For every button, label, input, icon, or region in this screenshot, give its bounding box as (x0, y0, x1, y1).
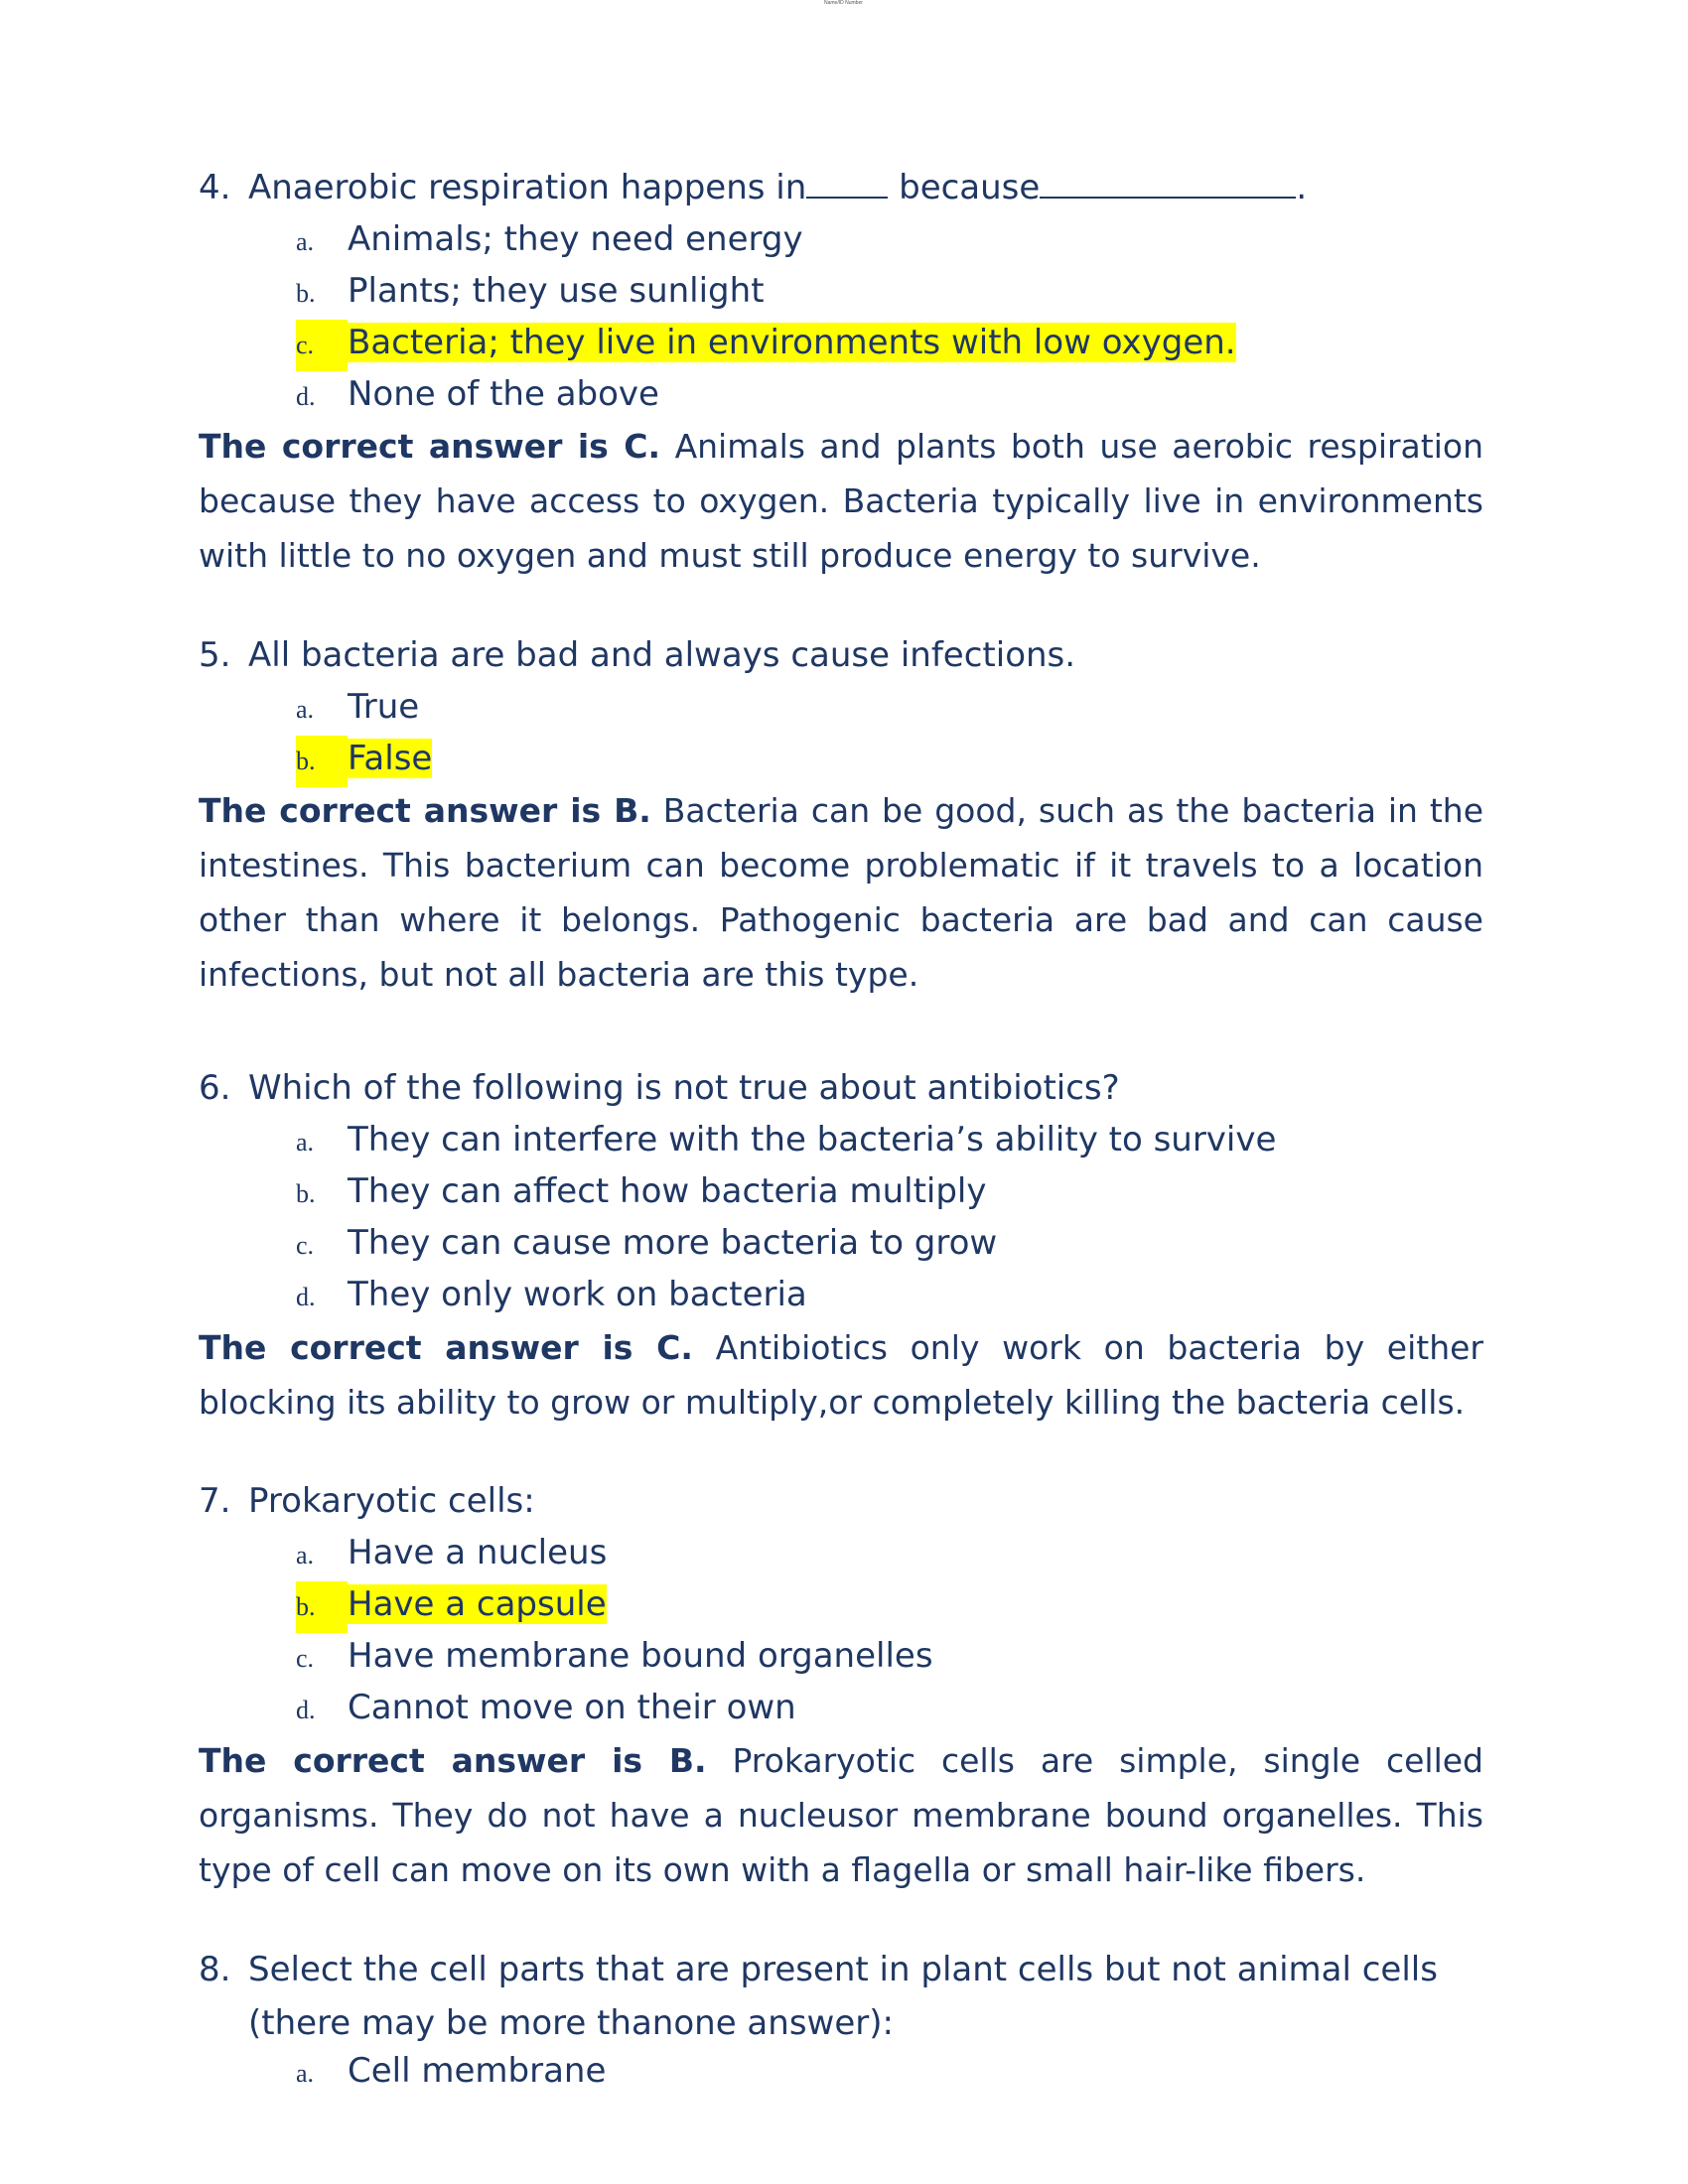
option-letter: c. (296, 1231, 315, 1260)
option-text: Cell membrane (348, 2051, 607, 2091)
option-text: None of the above (348, 374, 659, 414)
question-text-middle: because (899, 168, 1041, 207)
option-c-correct (296, 317, 1236, 371)
option-d (296, 368, 659, 423)
option-letter: b. (296, 1179, 316, 1208)
option-letter: a. (296, 1541, 315, 1570)
question-number: 8. (199, 1950, 231, 1989)
answer-text: Bacteria can be good, such as the bacteria in the intestines. This bacterium can become problematic if it travels to a location other than where it belongs. Pathogenic bacteria are bad and can cause infections, but not all bacteria are this type. (199, 791, 1483, 994)
question-number: 7. (199, 1481, 231, 1521)
option-letter: b. (296, 736, 348, 787)
option-d (296, 1682, 796, 1736)
option-c (296, 1630, 933, 1685)
header-mark: Name/ID Number (824, 0, 863, 6)
answer-label: The correct answer is C. (199, 1328, 693, 1367)
option-b-correct (296, 733, 432, 787)
option-text-highlighted: Have a capsule (348, 1584, 607, 1624)
question-number: 4. (199, 168, 231, 207)
question-5 (199, 629, 1489, 681)
option-b-correct (296, 1578, 607, 1633)
option-a (296, 2045, 606, 2100)
question-text: Which of the following is not true about antibiotics? (248, 1068, 1120, 1108)
option-letter: d. (296, 1696, 316, 1724)
question-8-continuation: (there may be more thanone answer): (248, 2003, 894, 2043)
answer-explanation-4 (199, 419, 1483, 583)
option-letter: a. (296, 695, 315, 724)
answer-text: Animals and plants both use aerobic respiration because they have access to oxygen. Bacteria typically live in environments with little to no oxygen and must still produce energy to survive. (199, 427, 1483, 575)
option-text: Animals; they need energy (348, 219, 803, 259)
question-8 (199, 1944, 1489, 1995)
option-text-highlighted: False (348, 739, 433, 778)
option-letter: a. (296, 1128, 315, 1157)
question-7 (199, 1475, 1489, 1527)
option-text-highlighted: Bacteria; they live in environments with low oxygen. (348, 323, 1236, 362)
answer-label: The correct answer is B. (199, 1741, 707, 1780)
question-number: 6. (199, 1068, 231, 1108)
option-a (296, 1527, 607, 1581)
option-c (296, 1217, 997, 1272)
answer-blank (1040, 167, 1296, 199)
option-letter: c. (296, 320, 348, 371)
question-text-end: . (1296, 168, 1308, 207)
option-letter: d. (296, 382, 316, 411)
question-6 (199, 1062, 1489, 1114)
option-a (296, 681, 419, 736)
option-text: They can cause more bacteria to grow (348, 1223, 998, 1263)
option-text: Have a nucleus (348, 1533, 608, 1572)
answer-label: The correct answer is B. (199, 791, 651, 830)
option-d (296, 1269, 807, 1323)
option-b (296, 265, 765, 320)
option-letter: a. (296, 2059, 315, 2088)
option-text: Cannot move on their own (348, 1688, 796, 1727)
answer-explanation-5 (199, 783, 1483, 1002)
question-number: 5. (199, 635, 231, 675)
answer-explanation-7 (199, 1733, 1483, 1897)
question-text: All bacteria are bad and always cause infections. (248, 635, 1076, 675)
option-text: Have membrane bound organelles (348, 1636, 933, 1676)
option-b (296, 1165, 987, 1220)
question-4 (199, 162, 1489, 213)
option-letter: b. (296, 279, 316, 308)
option-a (296, 1114, 1276, 1168)
answer-label: The correct answer is C. (199, 427, 661, 466)
option-text: True (348, 687, 420, 727)
answer-text: Prokaryotic cells are simple, single celled organisms. They do not have a nucleusor membrane bound organelles. This type of cell can move on its own with a flagella or small hair-like fibers. (199, 1741, 1484, 1889)
option-a (296, 213, 803, 268)
question-text: Select the cell parts that are present in plant cells but not animal cells (248, 1950, 1438, 1989)
option-letter: b. (296, 1581, 348, 1633)
option-text: They only work on bacteria (348, 1275, 807, 1314)
question-text: Prokaryotic cells: (248, 1481, 535, 1521)
option-letter: c. (296, 1644, 315, 1673)
option-text: They can affect how bacteria multiply (348, 1171, 987, 1211)
answer-explanation-6 (199, 1320, 1483, 1430)
option-text: They can interfere with the bacteria’s ability to survive (348, 1120, 1277, 1160)
option-text: Plants; they use sunlight (348, 271, 765, 311)
question-text: Anaerobic respiration happens in (248, 168, 807, 207)
answer-blank (806, 167, 888, 199)
option-letter: d. (296, 1283, 316, 1311)
answer-text: Antibiotics only work on bacteria by either blocking its ability to grow or multiply,or completely killing the bacteria cells. (199, 1328, 1483, 1422)
option-letter: a. (296, 227, 315, 256)
